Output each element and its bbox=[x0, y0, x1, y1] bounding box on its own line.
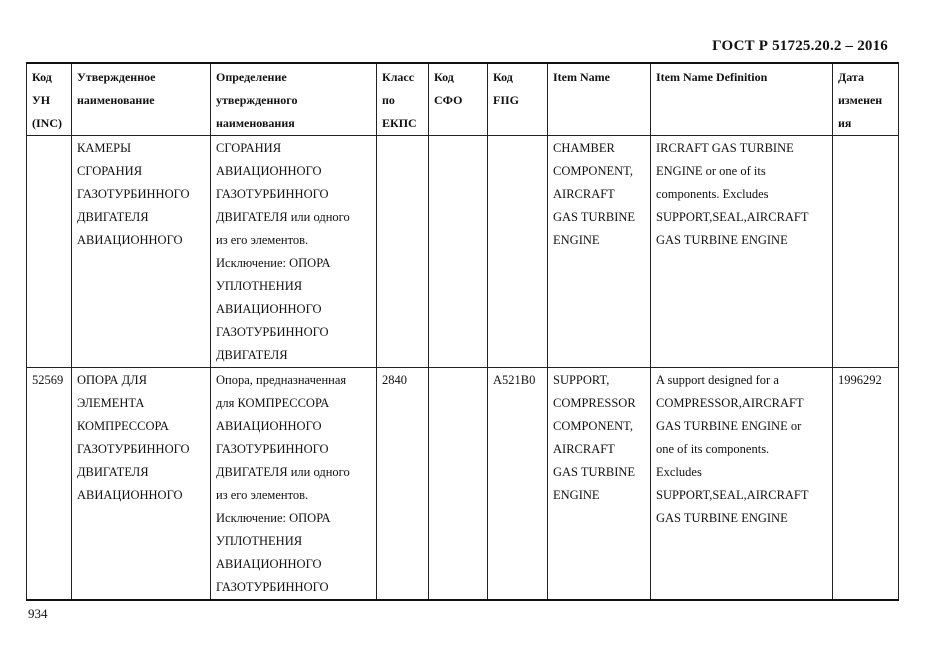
cell-date bbox=[833, 136, 899, 368]
column-header-definition: Определение утвержденного наименования bbox=[211, 63, 377, 136]
column-header-item-name: Item Name bbox=[548, 63, 651, 136]
cell-fiig: A521B0 bbox=[488, 368, 548, 601]
column-header-class: Класс по ЕКПС bbox=[377, 63, 429, 136]
cell-item-definition: A support designed for a COMPRESSOR,AIRCRAFT GAS TURBINE ENGINE or one of its components. Excludes SUPPORT,SEAL,AIRCRAFT GAS TURBINE ENGINE bbox=[651, 368, 833, 601]
cell-approved-name: КАМЕРЫ СГОРАНИЯ ГАЗОТУРБИННОГО ДВИГАТЕЛЯ АВИАЦИОННОГО bbox=[72, 136, 211, 368]
cell-approved-name: ОПОРА ДЛЯ ЭЛЕМЕНТА КОМПРЕССОРА ГАЗОТУРБИННОГО ДВИГАТЕЛЯ АВИАЦИОННОГО bbox=[72, 368, 211, 601]
table-row bbox=[27, 136, 899, 368]
cell-sfo bbox=[429, 136, 488, 368]
document-standard-header: ГОСТ Р 51725.20.2 – 2016 bbox=[712, 38, 888, 54]
table-header-row bbox=[27, 63, 899, 136]
cell-class bbox=[377, 136, 429, 368]
table-row bbox=[27, 368, 899, 601]
column-header-sfo: Код СФО bbox=[429, 63, 488, 136]
item-name-table bbox=[26, 62, 899, 601]
cell-definition: СГОРАНИЯ АВИАЦИОННОГО ГАЗОТУРБИННОГО ДВИГАТЕЛЯ или одного из его элементов. Исключение: ОПОРА УПЛОТНЕНИЯ АВИАЦИОННОГО ГАЗОТУРБИННОГО ДВИГАТЕЛЯ bbox=[211, 136, 377, 368]
cell-fiig bbox=[488, 136, 548, 368]
cell-item-definition: IRCRAFT GAS TURBINE ENGINE or one of its components. Excludes SUPPORT,SEAL,AIRCRAFT GAS TURBINE ENGINE bbox=[651, 136, 833, 368]
column-header-fiig: Код FIIG bbox=[488, 63, 548, 136]
cell-item-name: CHAMBER COMPONENT, AIRCRAFT GAS TURBINE ENGINE bbox=[548, 136, 651, 368]
cell-definition: Опора, предназначенная для КОМПРЕССОРА АВИАЦИОННОГО ГАЗОТУРБИННОГО ДВИГАТЕЛЯ или одного из его элементов. Исключение: ОПОРА УПЛОТНЕНИЯ АВИАЦИОННОГО ГАЗОТУРБИННОГО bbox=[211, 368, 377, 601]
column-header-item-definition: Item Name Definition bbox=[651, 63, 833, 136]
column-header-date: Дата изменен ия bbox=[833, 63, 899, 136]
cell-class: 2840 bbox=[377, 368, 429, 601]
cell-item-name: SUPPORT, COMPRESSOR COMPONENT, AIRCRAFT GAS TURBINE ENGINE bbox=[548, 368, 651, 601]
cell-date: 1996292 bbox=[833, 368, 899, 601]
column-header-code: Код УН (INC) bbox=[27, 63, 72, 136]
cell-code bbox=[27, 136, 72, 368]
column-header-approved-name: Утвержденное наименование bbox=[72, 63, 211, 136]
page-number: 934 bbox=[28, 606, 48, 621]
cell-code: 52569 bbox=[27, 368, 72, 601]
cell-sfo bbox=[429, 368, 488, 601]
